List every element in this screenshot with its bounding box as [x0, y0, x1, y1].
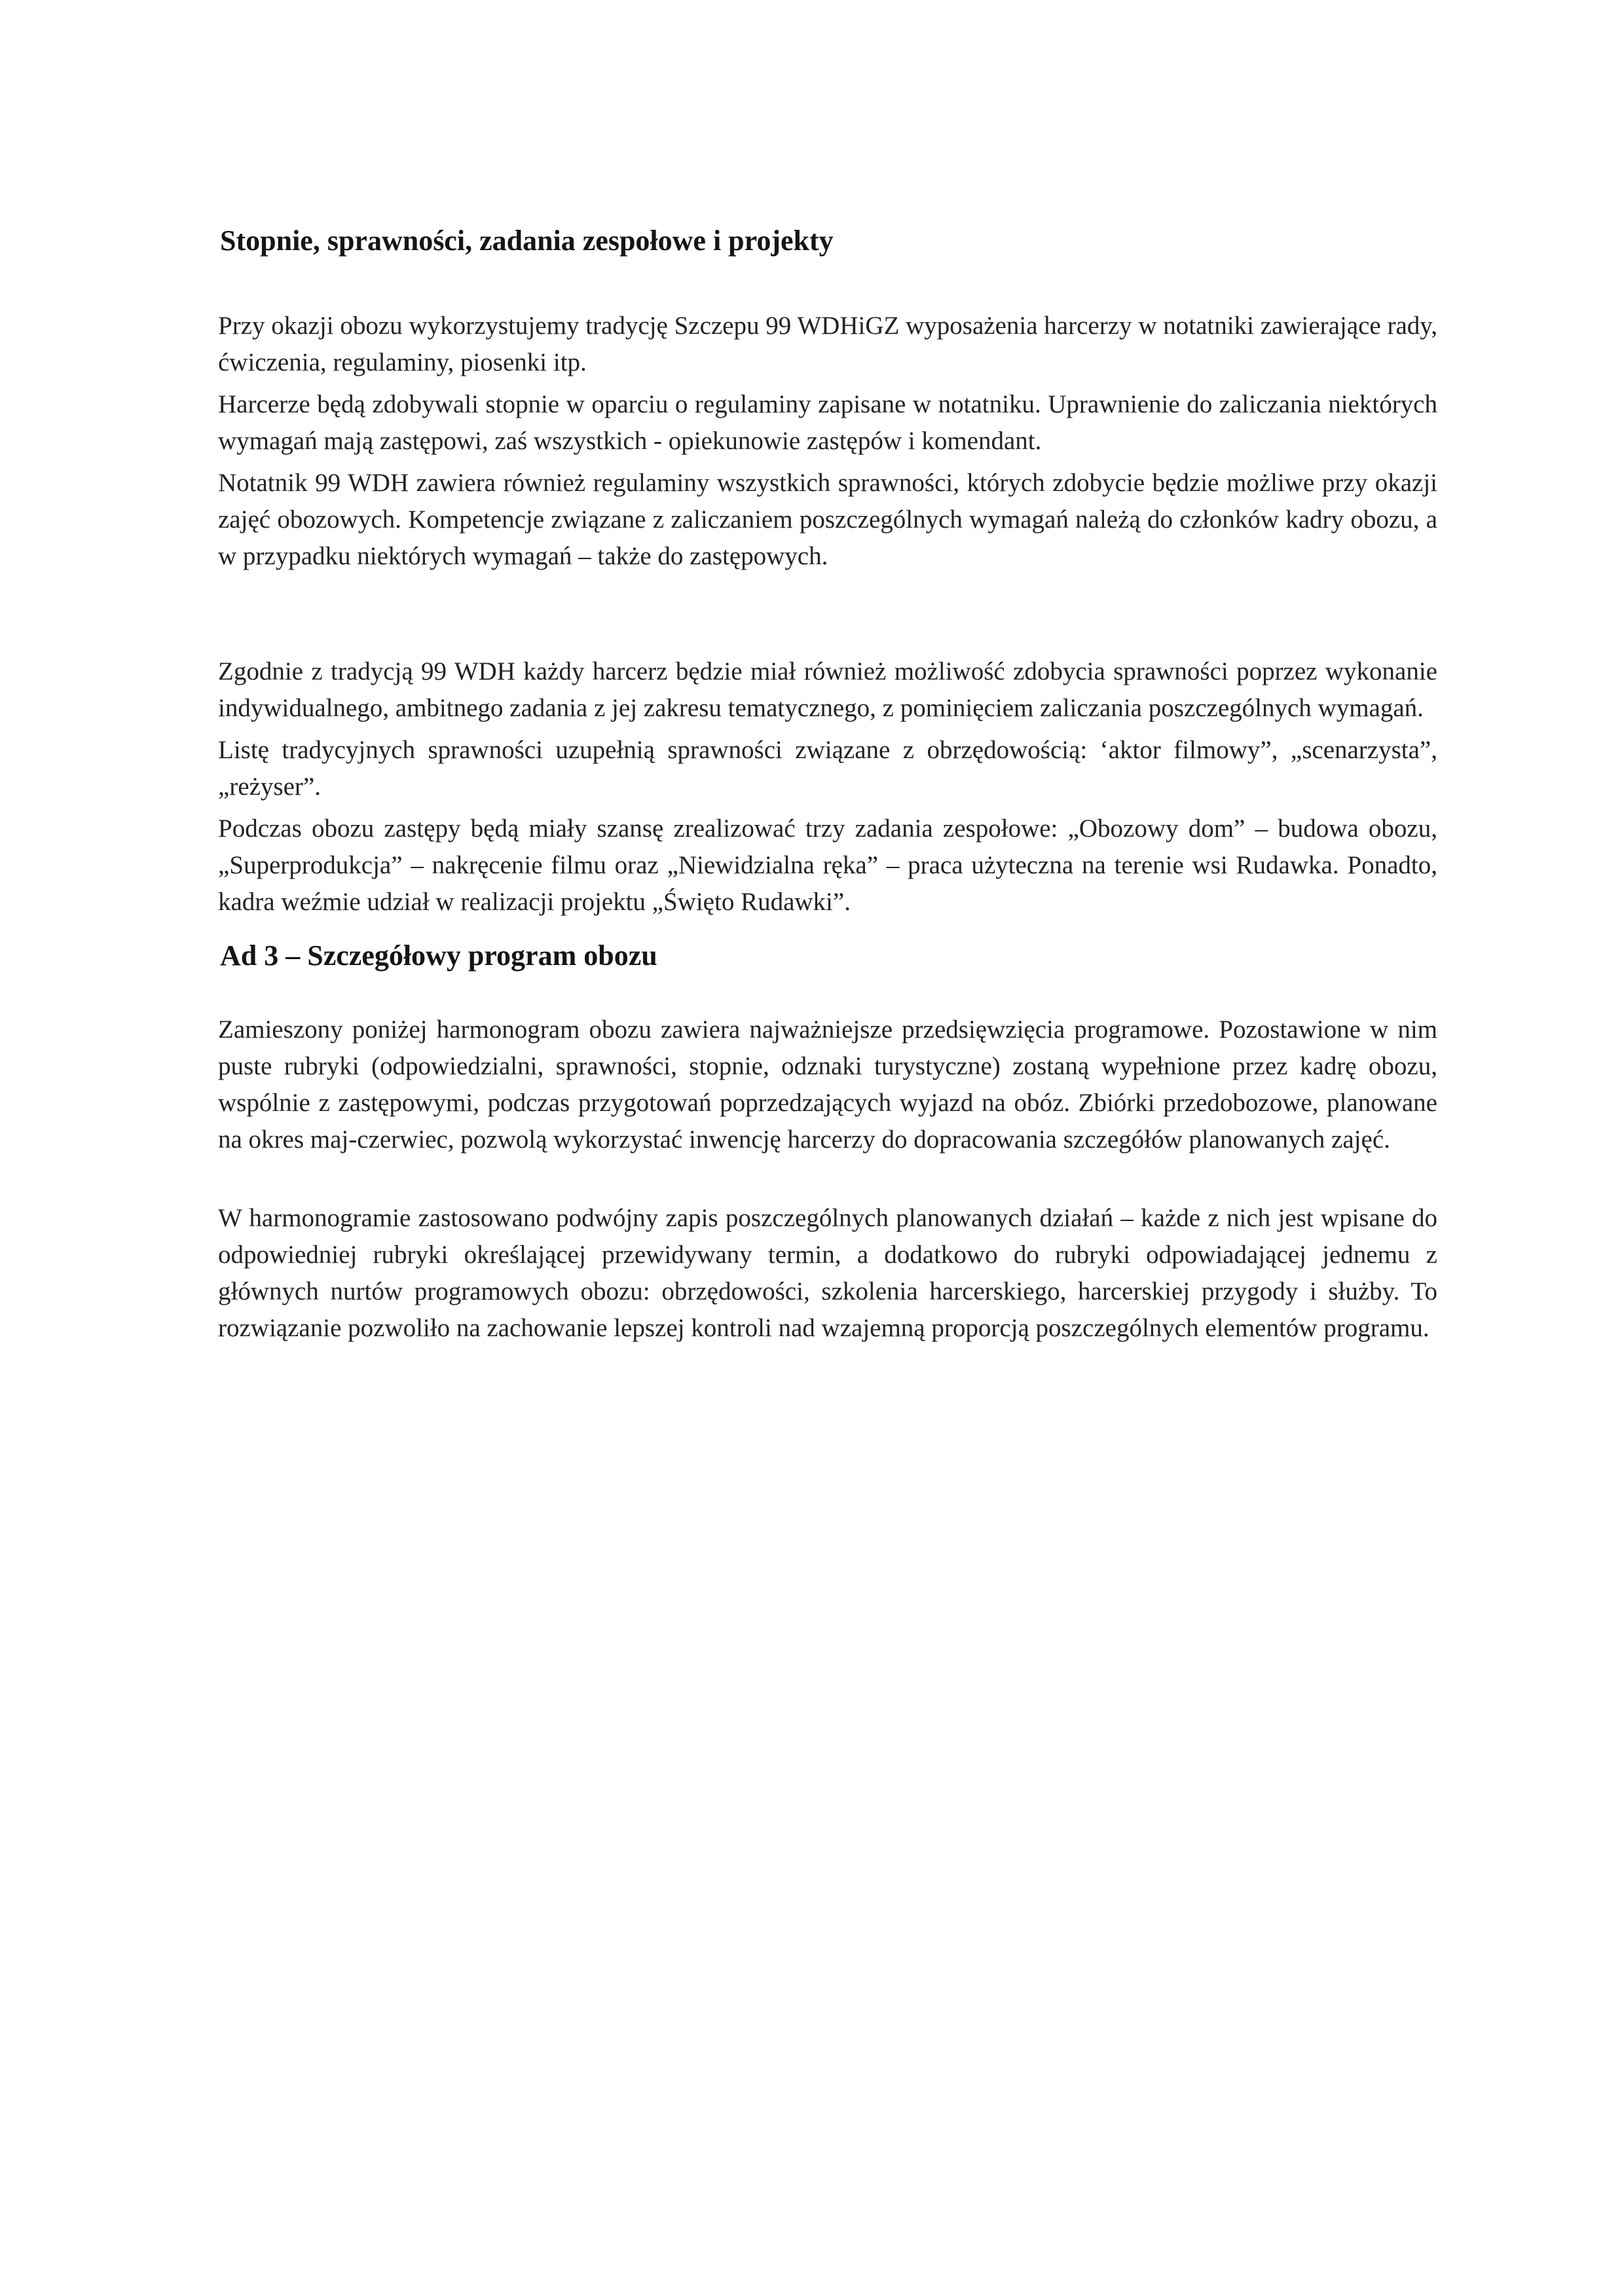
- paragraph-harmonogram: Zamieszony poniżej harmonogram obozu zawiera najważniejsze przedsięwzięcia programowe. Pozostawione w nim puste rubryki (odpowiedzialni, sprawności, stopnie, odznaki turystyczne) zostaną wypełnione przez kadrę obozu, wspólnie z zastępowymi, podczas przygotowań poprzedzających wyjazd na obóz. Zbiórki przedobozowe, planowane na okres maj-czerwiec, pozwolą wykorzystać inwencję harcerzy do dopracowania szczegółów planowanych zajęć.: [218, 1015, 1437, 1154]
- section-heading-stopnie: Stopnie, sprawności, zadania zespołowe i projekty: [220, 225, 834, 257]
- paragraph-obrzedowosc: Listę tradycyjnych sprawności uzupełnią sprawności związane z obrzędowością: ‘aktor filmowy”, „scenarzysta”, „reżyser”.: [218, 736, 1437, 801]
- section-heading-program: Ad 3 – Szczegółowy program obozu: [220, 939, 657, 972]
- paragraph-zadania-zespolowe: Podczas obozu zastępy będą miały szansę zrealizować trzy zadania zespołowe: „Obozowy dom” – budowa obozu, „Superprodukcja” – nakręcenie filmu oraz „Niewidzialna ręka” – praca użyteczna na terenie wsi Rudawka. Ponadto, kadra weźmie udział w realizacji projektu „Święto Rudawki”.: [218, 814, 1437, 916]
- paragraph-sprawnosci: Notatnik 99 WDH zawiera również regulaminy wszystkich sprawności, których zdobycie będzie możliwe przy okazji zajęć obozowych. Kompetencje związane z zaliczaniem poszczególnych wymagań należą do członków kadry obozu, a w przypadku niektórych wymagań – także do zastępowych.: [218, 469, 1437, 570]
- paragraph-zadanie-indywidualne: Zgodnie z tradycją 99 WDH każdy harcerz będzie miał również możliwość zdobycia sprawności poprzez wykonanie indywidualnego, ambitnego zadania z jej zakresu tematycznego, z pominięciem zaliczania poszczególnych wymagań.: [218, 657, 1437, 722]
- paragraph-zapis: W harmonogramie zastosowano podwójny zapis poszczególnych planowanych działań – każde z nich jest wpisane do odpowiedniej rubryki określającej przewidywany termin, a dodatkowo do rubryki odpowiadającej jednemu z głównych nurtów programowych obozu: obrzędowości, szkolenia harcerskiego, harcerskiej przygody i służby. To rozwiązanie pozwoliło na zachowanie lepszej kontroli nad wzajemną proporcją poszczególnych elementów programu.: [218, 1204, 1437, 1342]
- paragraph-stopnie: Harcerze będą zdobywali stopnie w oparciu o regulaminy zapisane w notatniku. Uprawnienie do zaliczania niektórych wymagań mają zastępowi, zaś wszystkich - opiekunowie zastępów i komendant.: [218, 390, 1437, 455]
- paragraph-notatniki: Przy okazji obozu wykorzystujemy tradycję Szczepu 99 WDHiGZ wyposażenia harcerzy w notatniki zawierające rady, ćwiczenia, regulaminy, piosenki itp.: [218, 312, 1437, 376]
